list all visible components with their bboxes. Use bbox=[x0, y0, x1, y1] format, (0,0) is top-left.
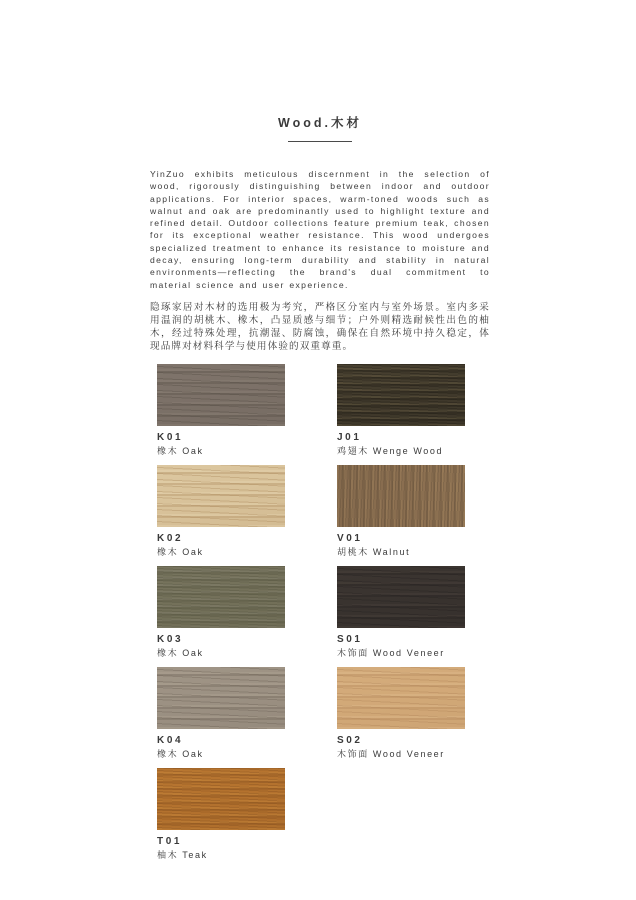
swatch-card-k01 bbox=[157, 364, 285, 457]
wood-swatch-image bbox=[157, 768, 285, 830]
swatch-code: S01 bbox=[337, 633, 363, 645]
swatch-code: V01 bbox=[337, 532, 363, 544]
intro-paragraph-chinese: 隐琢家居对木材的选用极为考究，严格区分室内与室外场景。室内多采用温润的胡桃木、橡木，凸显质感与细节；户外则精选耐候性出色的柚木，经过特殊处理，抗潮湿、防腐蚀，确保在自然环境中持久稳定，体现品牌对材料科学与使用体验的双重尊重。 bbox=[150, 301, 490, 352]
wood-swatch-image bbox=[337, 465, 465, 527]
swatch-name: 橡木 Oak bbox=[157, 546, 204, 557]
swatch-card-v01 bbox=[337, 465, 465, 558]
wood-swatch-image bbox=[157, 465, 285, 527]
content-column bbox=[150, 114, 490, 861]
swatch-name: 橡木 Oak bbox=[157, 748, 204, 759]
wood-swatch-image bbox=[337, 667, 465, 729]
wood-swatch-image bbox=[157, 667, 285, 729]
swatch-card-k03 bbox=[157, 566, 285, 659]
swatch-name: 胡桃木 Walnut bbox=[337, 546, 411, 557]
swatch-grid bbox=[157, 364, 490, 861]
swatch-card-t01 bbox=[157, 768, 285, 861]
swatch-card-k02 bbox=[157, 465, 285, 558]
swatch-name: 木饰面 Wood Veneer bbox=[337, 647, 445, 658]
swatch-code: K01 bbox=[157, 431, 184, 443]
swatch-card-k04 bbox=[157, 667, 285, 760]
swatch-code: K02 bbox=[157, 532, 184, 544]
swatch-card-s01 bbox=[337, 566, 465, 659]
intro-paragraph-english: YinZuo exhibits meticulous discernment in the selection of wood, rigorously distinguishing between indoor and outdoor applications. For interior spaces, warm-toned woods such as walnut and oak are predominantly used to highlight texture and refined detail. Outdoor collections feature premium teak, chosen for its exceptional weather resistance. This wood undergoes specialized treatment to enhance its resistance to moisture and decay, ensuring long-term durability and stability in natural environments—reflecting the brand's dual commitment to material science and user experience. bbox=[150, 169, 490, 290]
page-title: Wood.木材 bbox=[278, 116, 362, 130]
wood-swatch-image bbox=[157, 364, 285, 426]
swatch-name: 橡木 Oak bbox=[157, 445, 204, 456]
wood-swatch-image bbox=[157, 566, 285, 628]
wood-swatch-image bbox=[337, 566, 465, 628]
swatch-code: S02 bbox=[337, 734, 363, 746]
swatch-card-s02 bbox=[337, 667, 465, 760]
swatch-name: 橡木 Oak bbox=[157, 647, 204, 658]
swatch-card-j01 bbox=[337, 364, 465, 457]
swatch-name: 鸡翅木 Wenge Wood bbox=[337, 445, 444, 456]
swatch-code: K04 bbox=[157, 734, 184, 746]
swatch-name: 柚木 Teak bbox=[157, 849, 208, 860]
swatch-code: J01 bbox=[337, 431, 362, 443]
swatch-code: K03 bbox=[157, 633, 184, 645]
title-underline bbox=[288, 141, 352, 142]
swatch-code: T01 bbox=[157, 835, 183, 847]
swatch-name: 木饰面 Wood Veneer bbox=[337, 748, 445, 759]
wood-swatch-image bbox=[337, 364, 465, 426]
